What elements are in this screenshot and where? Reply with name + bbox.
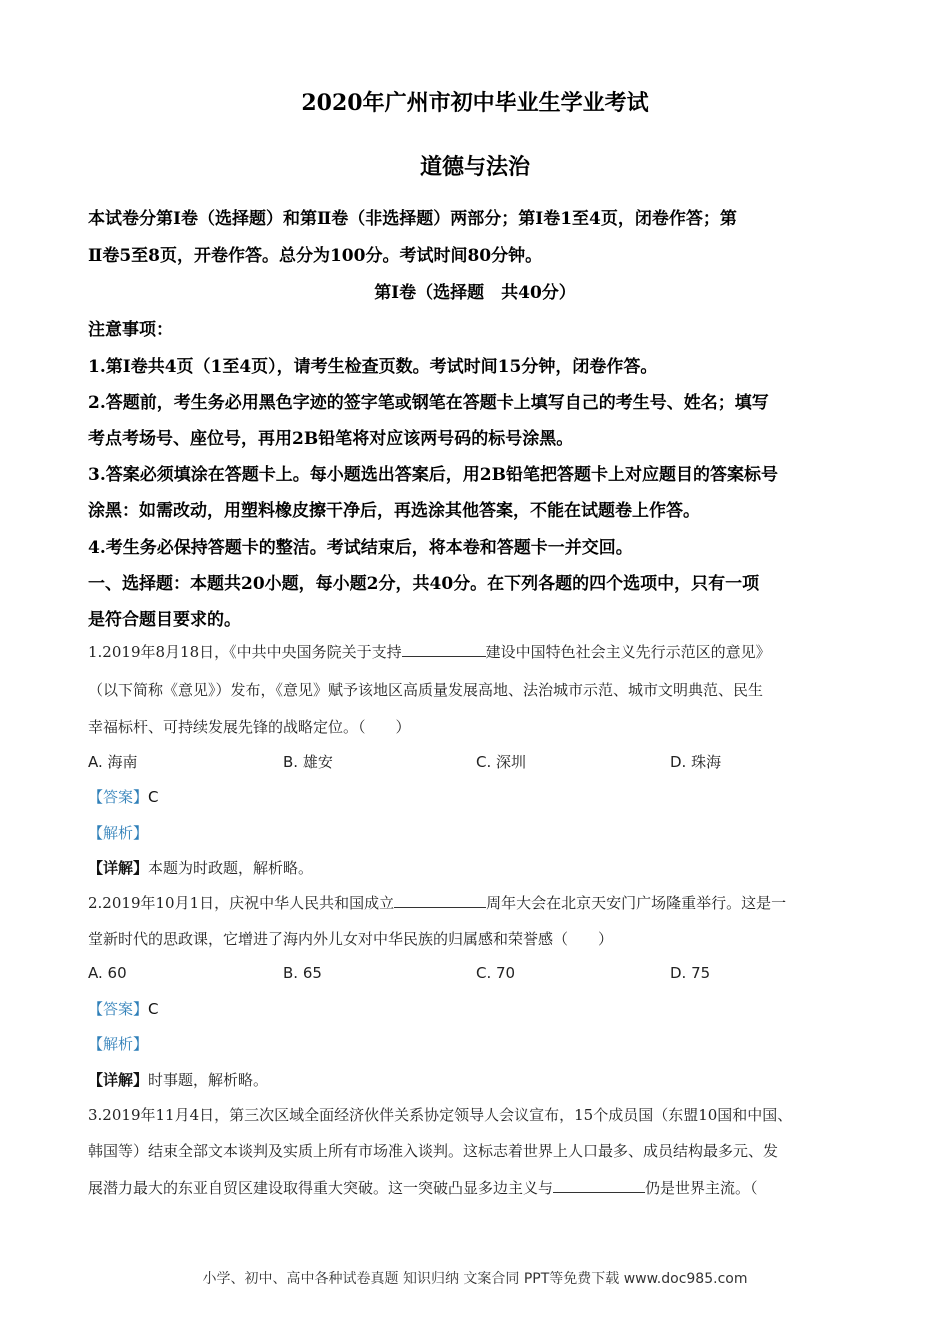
- section1-heading: 一、选择题：本题共20小题，每小题2分，共40分。在下列各题的四个选项中，只有一项: [88, 574, 760, 594]
- q2-blank: [394, 893, 486, 908]
- q2-stem-line-1: [88, 892, 786, 913]
- q2-detail-label: 【详解】: [88, 1071, 149, 1089]
- q1-option-b: B. 雄安: [283, 753, 333, 771]
- q2-answer-value: C: [148, 1000, 159, 1018]
- q1-option-a: A. 海南: [88, 753, 138, 771]
- q2-option-b: B. 65: [283, 964, 322, 982]
- q2-option-a: A. 60: [88, 964, 127, 982]
- q2-option-d: D. 75: [670, 964, 711, 982]
- q1-analysis-label: 【解析】: [88, 824, 149, 842]
- q3-stem-line-1: 3.2019年11月4日，第三次区域全面经济伙伴关系协定领导人会议宣布，15个成员国（东盟10国和中国、: [88, 1106, 793, 1124]
- q3-stem-part-b: 仍是世界主流。（: [645, 1179, 758, 1197]
- q1-answer-value: C: [148, 788, 159, 806]
- q3-blank: [553, 1178, 645, 1193]
- q2-stem-part-a: 2.2019年10月1日，庆祝中华人民共和国成立: [88, 894, 395, 912]
- q1-stem-part-b: 建设中国特色社会主义先行示范区的意见》: [485, 643, 771, 661]
- page-footer: 小学、初中、高中各种试卷真题 知识归纳 文案合同 PPT等免费下载 www.doc985.com: [202, 1271, 748, 1287]
- q1-answer: [88, 786, 159, 807]
- notice-2-cont: 考点考场号、座位号，再用2B铅笔将对应该两号码的标号涂黑。: [88, 429, 574, 449]
- q3-stem-line-3: [88, 1177, 758, 1198]
- subject-title: 道德与法治: [419, 154, 530, 180]
- q1-option-d: D. 珠海: [670, 753, 722, 771]
- q2-stem-line-2: 堂新时代的思政课，它增进了海内外儿女对中华民族的归属感和荣誉感（ ）: [88, 930, 614, 948]
- q2-detail: [88, 1069, 268, 1090]
- q2-stem-part-b: 周年大会在北京天安门广场隆重举行。这是一: [486, 894, 787, 912]
- notice-2: 2.答题前，考生务必用黑色字迹的签字笔或钢笔在答题卡上填写自己的考生号、姓名；填写: [88, 393, 769, 413]
- notice-heading: 注意事项：: [88, 320, 173, 340]
- q1-stem-line-3: 幸福标杆、可持续发展先锋的战略定位。（ ）: [88, 718, 411, 736]
- q2-answer-label: 【答案】: [88, 1000, 149, 1018]
- exam-title: 2020年广州市初中毕业生学业考试: [301, 90, 649, 116]
- section1-heading-cont: 是符合题目要求的。: [88, 610, 241, 630]
- q1-option-c: C. 深圳: [476, 753, 527, 771]
- q1-stem-line-1: [88, 641, 771, 662]
- notice-3: 3.答案必须填涂在答题卡上。每小题选出答案后，用2B铅笔把答题卡上对应题目的答案标号: [88, 465, 778, 485]
- q1-detail-label: 【详解】: [88, 859, 149, 877]
- q3-stem-line-2: 韩国等）结束全部文本谈判及实质上所有市场准入谈判。这标志着世界上人口最多、成员结构最多元、发: [88, 1142, 779, 1160]
- q1-detail: [88, 857, 313, 878]
- q1-answer-label: 【答案】: [88, 788, 149, 806]
- notice-4: 4.考生务必保持答题卡的整洁。考试结束后，将本卷和答题卡一并交回。: [88, 538, 633, 558]
- q1-blank: [402, 642, 486, 657]
- q2-analysis-label: 【解析】: [88, 1035, 149, 1053]
- q1-stem-line-2: （以下简称《意见》）发布，《意见》赋予该地区高质量发展高地、法治城市示范、城市文明典范、民生: [88, 681, 764, 699]
- intro-line-1: 本试卷分第Ⅰ卷（选择题）和第Ⅱ卷（非选择题）两部分；第Ⅰ卷1至4页，闭卷作答；第: [88, 209, 737, 229]
- q2-answer: [88, 998, 159, 1019]
- q1-detail-text: 本题为时政题，解析略。: [148, 859, 314, 877]
- part1-heading: 第Ⅰ卷（选择题 共40分）: [374, 283, 576, 303]
- q2-detail-text: 时事题，解析略。: [148, 1071, 269, 1089]
- intro-line-2: Ⅱ卷5至8页，开卷作答。总分为100分。考试时间80分钟。: [88, 246, 543, 266]
- notice-1: 1.第Ⅰ卷共4页（1至4页），请考生检查页数。考试时间15分钟，闭卷作答。: [88, 357, 658, 377]
- q1-stem-part-a: 1.2019年8月18日，《中共中央国务院关于支持: [88, 643, 402, 661]
- q3-stem-part-a: 展潜力最大的东亚自贸区建设取得重大突破。这一突破凸显多边主义与: [88, 1179, 554, 1197]
- notice-3-cont: 涂黑：如需改动，用塑料橡皮擦干净后，再选涂其他答案，不能在试题卷上作答。: [88, 501, 700, 521]
- q2-option-c: C. 70: [476, 964, 516, 982]
